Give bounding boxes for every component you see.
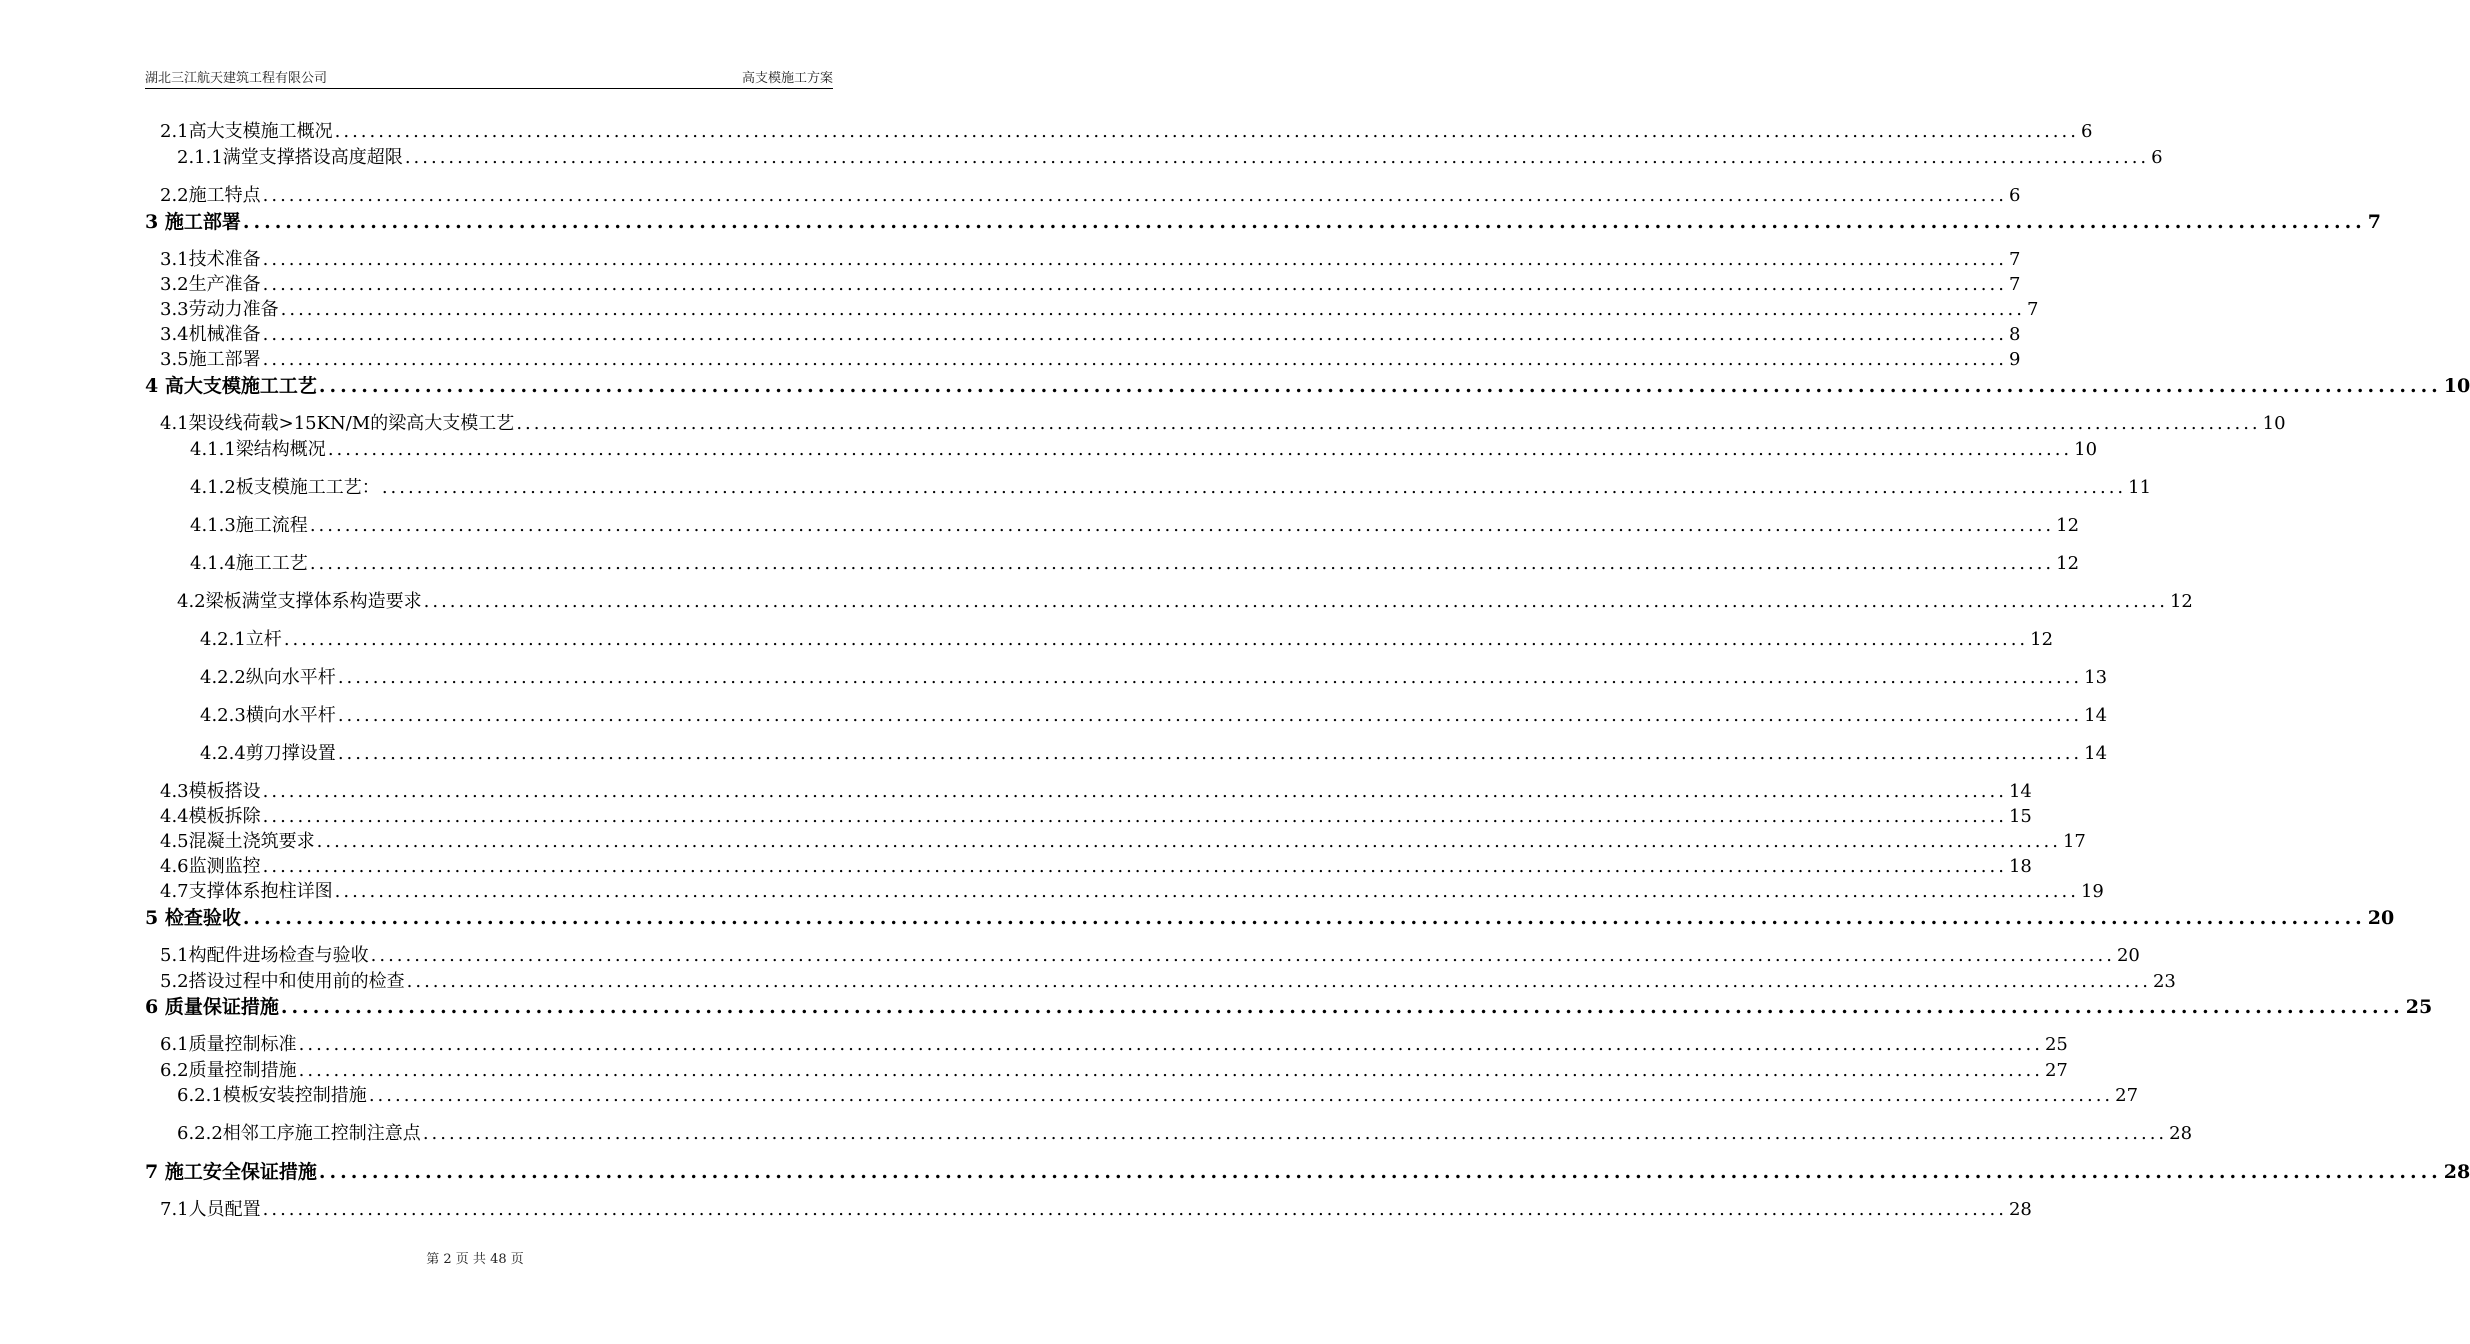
- toc-entry-page: 10: [2443, 375, 2470, 397]
- toc-chapter[interactable]: [145, 903, 2395, 930]
- toc-leader-dots: ........................................................................................................................................................................................................: [327, 439, 2073, 460]
- toc-entry-title: 6.1质量控制标准: [160, 1034, 297, 1055]
- toc-entry[interactable]: [160, 117, 2093, 143]
- toc-entry-page: 6: [2080, 121, 2093, 142]
- toc-leader-dots: ........................................................................................................................................................................................................: [262, 324, 2007, 345]
- toc-leader-dots: ........................................................................................................................................................................................................: [262, 274, 2007, 295]
- toc-entry-title: 4.2.2纵向水平杆: [200, 667, 336, 688]
- toc-leader-dots: ........................................................................................................................................................................................................: [404, 147, 2150, 168]
- toc-entry-title: 6 质量保证措施: [145, 996, 279, 1018]
- toc-entry-page: 15: [2008, 806, 2032, 827]
- toc-leader-dots: ........................................................................................................................................................................................................: [262, 1199, 2007, 1220]
- toc-entry[interactable]: [160, 827, 2086, 853]
- footer-label-end: 页: [510, 1252, 524, 1267]
- toc-leader-dots: ........................................................................................................................................................................................................: [516, 413, 2261, 434]
- toc-entry-title: 4.1.3施工流程: [190, 515, 308, 536]
- toc-entry[interactable]: [200, 739, 2108, 765]
- toc-entry-title: 3.3劳动力准备: [160, 299, 279, 320]
- toc-chapter[interactable]: [145, 371, 2470, 398]
- toc-entry-title: 3.4机械准备: [160, 324, 261, 345]
- toc-entry-page: 12: [2056, 515, 2080, 536]
- page-footer: [0, 1248, 950, 1267]
- toc-leader-dots: ........................................................................................................................................................................................................: [298, 1034, 2043, 1055]
- toc-leader-dots: ........................................................................................................................................................................................................: [368, 1085, 2114, 1106]
- toc-entry-title: 2.1高大支模施工概况: [160, 121, 333, 142]
- toc-entry-title: 2.2施工特点: [160, 185, 261, 206]
- toc-entry[interactable]: [190, 549, 2080, 575]
- footer-total-pages: 48: [490, 1252, 507, 1267]
- toc-entry-page: 12: [2030, 629, 2054, 650]
- toc-entry-page: 23: [2152, 971, 2176, 992]
- toc-leader-dots: ........................................................................................................................................................................................................: [381, 477, 2127, 498]
- toc-entry-title: 4.1架设线荷载>15KN/M的梁高大支模工艺: [160, 413, 515, 434]
- toc-entry[interactable]: [200, 663, 2108, 689]
- toc-chapter[interactable]: [145, 207, 2382, 234]
- toc-entry-title: 6.2.1模板安装控制措施: [177, 1085, 367, 1106]
- toc-leader-dots: ........................................................................................................................................................................................................: [334, 881, 2079, 902]
- header-doc-title: 高支模施工方案: [741, 71, 833, 86]
- toc-entry-page: 12: [2056, 553, 2080, 574]
- toc-leader-dots: ........................................................................................................................................................................................................: [280, 996, 2404, 1018]
- toc-entry[interactable]: [160, 1195, 2032, 1221]
- toc-entry-title: 4.1.4施工工艺: [190, 553, 308, 574]
- toc-entry-title: 5 检查验收: [145, 907, 241, 929]
- toc-entry[interactable]: [177, 143, 2163, 169]
- toc-entry-title: 7 施工安全保证措施: [145, 1161, 317, 1183]
- toc-entry[interactable]: [177, 587, 2193, 613]
- toc-entry-page: 14: [2008, 781, 2032, 802]
- toc-entry-page: 7: [2026, 299, 2039, 320]
- toc-entry-page: 12: [2169, 591, 2193, 612]
- toc-entry[interactable]: [160, 941, 2140, 967]
- toc-entry[interactable]: [160, 295, 2039, 321]
- toc-entry-title: 4.4模板拆除: [160, 806, 261, 827]
- toc-entry-page: 25: [2405, 996, 2433, 1018]
- toc-entry[interactable]: [160, 409, 2286, 435]
- toc-entry[interactable]: [160, 320, 2021, 346]
- toc-entry-page: 27: [2044, 1060, 2068, 1081]
- toc-entry-title: 2.1.1满堂支撑搭设高度超限: [177, 147, 403, 168]
- toc-entry-page: 28: [2169, 1123, 2193, 1144]
- toc-leader-dots: ........................................................................................................................................................................................................: [242, 211, 2366, 233]
- toc-entry-page: 17: [2062, 831, 2086, 852]
- toc-entry-page: 11: [2128, 477, 2152, 498]
- toc-entry-title: 4.1.2板支模施工工艺：: [190, 477, 380, 498]
- toc-leader-dots: ........................................................................................................................................................................................................: [370, 945, 2115, 966]
- toc-leader-dots: ........................................................................................................................................................................................................: [422, 1123, 2168, 1144]
- toc-leader-dots: ........................................................................................................................................................................................................: [334, 121, 2079, 142]
- toc-entry-page: 9: [2008, 349, 2021, 370]
- page-header: [145, 62, 833, 89]
- toc-entry-title: 4.2.4剪刀撑设置: [200, 743, 336, 764]
- toc-leader-dots: ........................................................................................................................................................................................................: [423, 591, 2168, 612]
- toc-leader-dots: ........................................................................................................................................................................................................: [262, 185, 2007, 206]
- toc-entry[interactable]: [160, 1030, 2068, 1056]
- toc-entry-page: 18: [2008, 856, 2032, 877]
- toc-leader-dots: ........................................................................................................................................................................................................: [316, 831, 2061, 852]
- toc-entry-title: 4.2.1立杆: [200, 629, 282, 650]
- toc-entry[interactable]: [177, 1119, 2193, 1145]
- toc-entry-title: 4.2梁板满堂支撑体系构造要求: [177, 591, 422, 612]
- toc-leader-dots: ........................................................................................................................................................................................................: [262, 856, 2007, 877]
- toc-entry-page: 19: [2080, 881, 2104, 902]
- toc-leader-dots: ........................................................................................................................................................................................................: [262, 781, 2007, 802]
- toc-entry[interactable]: [160, 270, 2021, 296]
- toc-entry-title: 5.1构配件进场检查与验收: [160, 945, 369, 966]
- toc-entry[interactable]: [160, 852, 2032, 878]
- toc-entry-title: 3.5施工部署: [160, 349, 261, 370]
- toc-entry-title: 6.2.2相邻工序施工控制注意点: [177, 1123, 421, 1144]
- toc-entry-page: 13: [2084, 667, 2108, 688]
- toc-leader-dots: ........................................................................................................................................................................................................: [406, 971, 2151, 992]
- toc-entry-page: 7: [2367, 211, 2382, 233]
- toc-leader-dots: ........................................................................................................................................................................................................: [337, 667, 2083, 688]
- toc-entry-page: 20: [2367, 907, 2395, 929]
- toc-leader-dots: ........................................................................................................................................................................................................: [337, 743, 2083, 764]
- toc-entry[interactable]: [177, 1081, 2139, 1107]
- toc-leader-dots: ........................................................................................................................................................................................................: [337, 705, 2083, 726]
- footer-label-of: 页 共: [455, 1252, 486, 1267]
- toc-entry-page: 28: [2443, 1161, 2470, 1183]
- toc-entry-page: 25: [2044, 1034, 2068, 1055]
- toc-entry-page: 6: [2008, 185, 2021, 206]
- toc-entry[interactable]: [200, 625, 2054, 651]
- toc-entry-page: 27: [2115, 1085, 2139, 1106]
- toc-leader-dots: ........................................................................................................................................................................................................: [318, 375, 2442, 397]
- toc-entry-page: 20: [2116, 945, 2140, 966]
- toc-entry[interactable]: [160, 245, 2021, 271]
- toc-leader-dots: ........................................................................................................................................................................................................: [283, 629, 2029, 650]
- toc-entry-title: 6.2质量控制措施: [160, 1060, 297, 1081]
- toc-entry[interactable]: [160, 802, 2032, 828]
- toc-entry-title: 3 施工部署: [145, 211, 241, 233]
- toc-leader-dots: ........................................................................................................................................................................................................: [262, 349, 2007, 370]
- toc-leader-dots: ........................................................................................................................................................................................................: [318, 1161, 2442, 1183]
- footer-current-page: 2: [443, 1252, 452, 1267]
- toc-entry-page: 8: [2008, 324, 2021, 345]
- toc-entry-title: 4.6监测监控: [160, 856, 261, 877]
- toc-leader-dots: ........................................................................................................................................................................................................: [298, 1060, 2043, 1081]
- toc-entry-page: 7: [2008, 249, 2021, 270]
- toc-entry[interactable]: [160, 877, 2104, 903]
- toc-leader-dots: ........................................................................................................................................................................................................: [242, 907, 2366, 929]
- toc-leader-dots: ........................................................................................................................................................................................................: [262, 249, 2007, 270]
- toc-entry-page: 14: [2084, 743, 2108, 764]
- toc-entry[interactable]: [190, 435, 2098, 461]
- toc-entry[interactable]: [190, 473, 2152, 499]
- toc-entry-title: 3.2生产准备: [160, 274, 261, 295]
- toc-leader-dots: ........................................................................................................................................................................................................: [280, 299, 2025, 320]
- toc-entry-title: 3.1技术准备: [160, 249, 261, 270]
- toc-entry-page: 6: [2151, 147, 2163, 168]
- toc-entry-title: 4.5混凝土浇筑要求: [160, 831, 315, 852]
- toc-leader-dots: ........................................................................................................................................................................................................: [309, 515, 2055, 536]
- toc-entry-title: 5.2搭设过程中和使用前的检查: [160, 971, 405, 992]
- toc-entry[interactable]: [160, 345, 2021, 371]
- toc-entry[interactable]: [200, 701, 2108, 727]
- toc-entry-page: 14: [2084, 705, 2108, 726]
- toc-entry[interactable]: [160, 1056, 2068, 1082]
- toc-entry[interactable]: [160, 777, 2032, 803]
- toc-entry-title: 4.2.3横向水平杆: [200, 705, 336, 726]
- toc-entry-page: 28: [2008, 1199, 2032, 1220]
- toc-entry[interactable]: [160, 181, 2021, 207]
- toc-entry-page: 7: [2008, 274, 2021, 295]
- toc-entry-title: 4 高大支模施工工艺: [145, 375, 317, 397]
- toc-entry-page: 10: [2074, 439, 2098, 460]
- toc-entry-title: 4.1.1梁结构概况: [190, 439, 326, 460]
- header-company: 湖北三江航天建筑工程有限公司: [145, 71, 328, 86]
- footer-label-page: 第: [426, 1252, 440, 1267]
- toc-entry-title: 4.7支撑体系抱柱详图: [160, 881, 333, 902]
- toc-leader-dots: ........................................................................................................................................................................................................: [309, 553, 2055, 574]
- toc-entry[interactable]: [160, 967, 2176, 993]
- toc-entry-page: 10: [2262, 413, 2286, 434]
- toc-entry[interactable]: [190, 511, 2080, 537]
- toc-chapter[interactable]: [145, 1157, 2470, 1184]
- toc-leader-dots: ........................................................................................................................................................................................................: [262, 806, 2007, 827]
- toc-chapter[interactable]: [145, 992, 2433, 1019]
- toc-entry-title: 4.3模板搭设: [160, 781, 261, 802]
- toc-entry-title: 7.1人员配置: [160, 1199, 261, 1220]
